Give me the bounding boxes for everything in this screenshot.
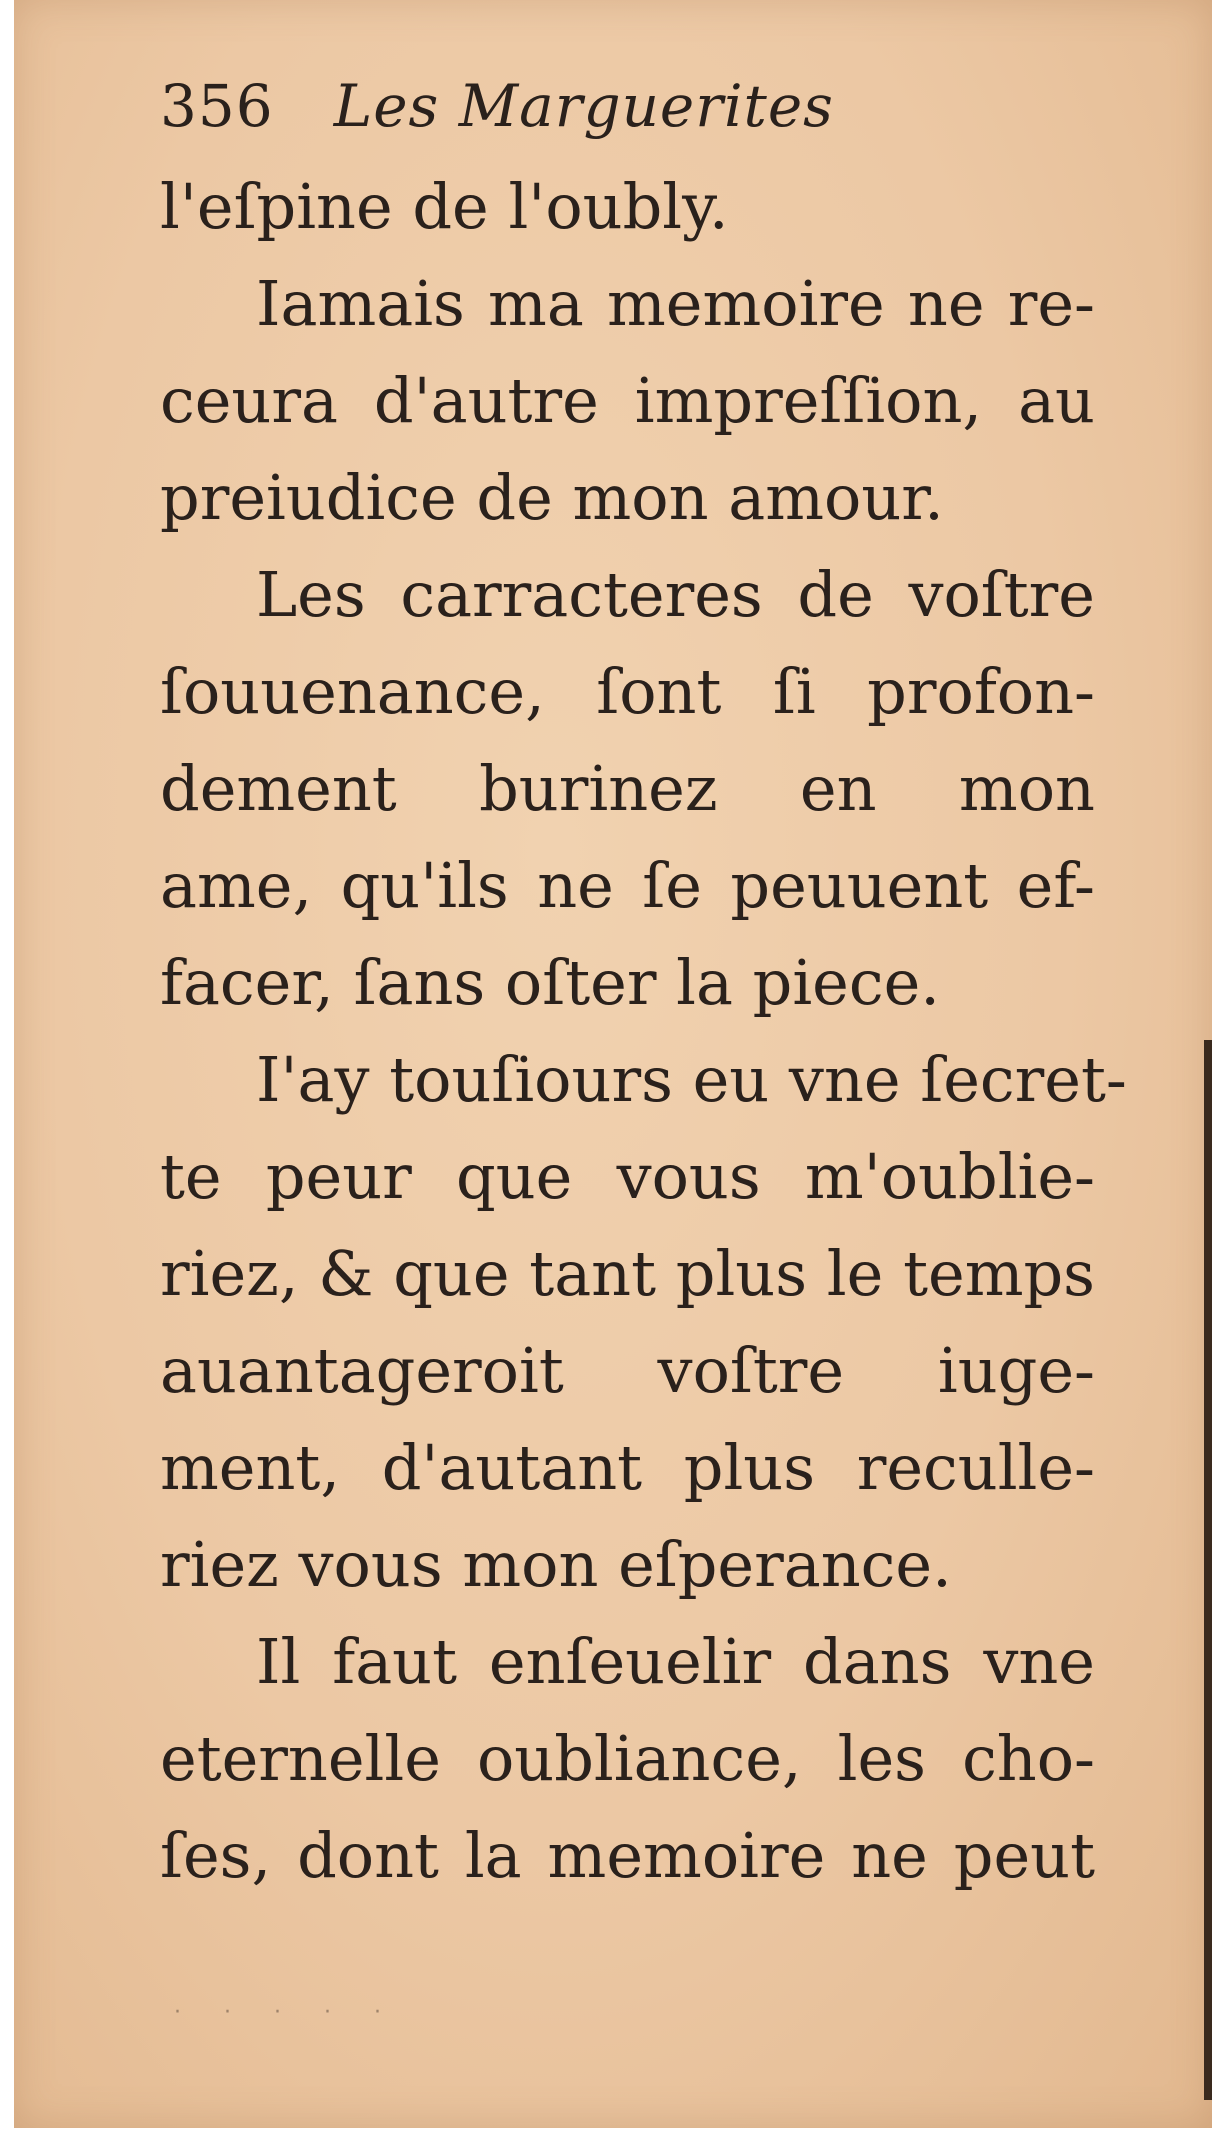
body-text: [160, 158, 1127, 1904]
text-line: preiudice de mon amour.: [160, 461, 944, 534]
page-edge-shadow: [1204, 1040, 1212, 2100]
text-line: Il faut enſeuelir dans vne: [256, 1625, 1095, 1698]
text-line: ceura d'autre impreſſion, au: [160, 364, 1095, 437]
text-line: riez vous mon eſperance.: [160, 1528, 952, 1601]
text-line: facer, ſans oſter la piece.: [160, 946, 940, 1019]
text-line: l'eſpine de l'oubly.: [160, 170, 729, 243]
print-specks: · · · · ·: [174, 2000, 399, 2025]
running-header: [160, 72, 834, 140]
book-page: [14, 0, 1212, 2128]
text-line: dement burinez en mon: [160, 752, 1095, 825]
text-line: riez, & que tant plus le temps: [160, 1237, 1095, 1310]
page-number: 356: [160, 72, 274, 140]
text-line: auantageroit voſtre iuge-: [160, 1334, 1095, 1407]
text-line: ame, qu'ils ne ſe peuuent ef-: [160, 849, 1095, 922]
text-line: Les carracteres de voſtre: [256, 558, 1095, 631]
text-line: I'ay touſiours eu vne ſecret-: [256, 1043, 1127, 1116]
text-line: ſouuenance, ſont ſi profon-: [160, 655, 1095, 728]
text-line: Iamais ma memoire ne re-: [256, 267, 1095, 340]
text-line: ment, d'autant plus reculle-: [160, 1431, 1095, 1504]
text-line: eternelle oubliance, les cho-: [160, 1722, 1095, 1795]
running-title: Les Marguerites: [333, 72, 834, 140]
text-line: ſes, dont la memoire ne peut: [160, 1819, 1095, 1892]
text-line: te peur que vous m'oublie-: [160, 1140, 1095, 1213]
